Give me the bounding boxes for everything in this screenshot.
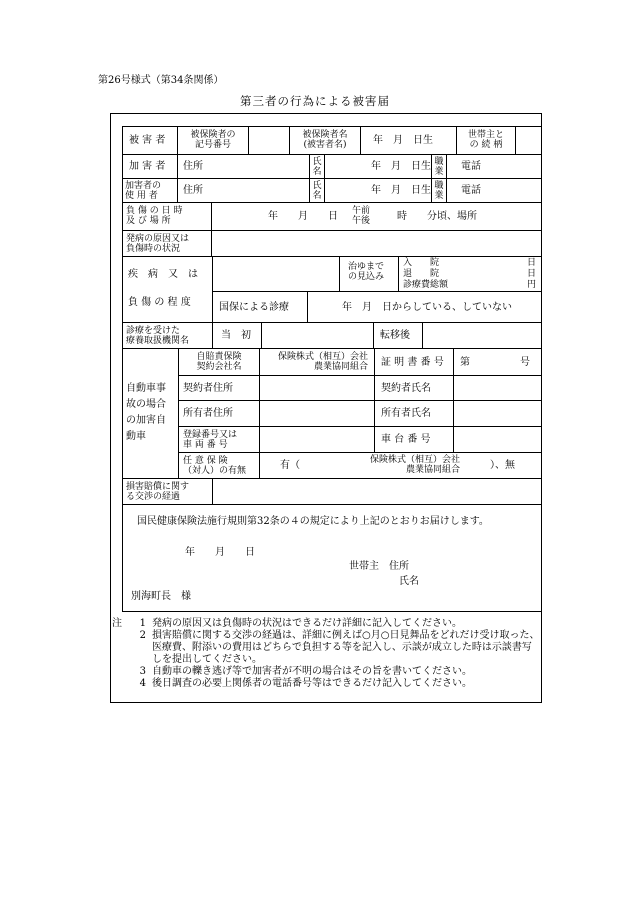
cert-number-label: 証 明 書 番 号 — [374, 348, 454, 376]
registration-field[interactable] — [259, 426, 375, 453]
owner-address-field[interactable] — [259, 400, 375, 427]
recovery-label: 治ゆまで の見込み — [339, 256, 399, 292]
notes — [112, 618, 540, 690]
owner-address-label: 所有者住所 — [178, 400, 260, 427]
perpetrator-job-label: 職 業 — [431, 154, 447, 179]
injury-datetime-field[interactable]: 年 月 日 午前 午後 時 分頃、場所 — [211, 202, 542, 231]
injury-datetime-label: 負 傷 の 日 時 及 び 場 所 — [122, 202, 212, 231]
voluntary-insurance-field[interactable]: 有（ 保険株式（相互）会社 農業協同組合 ）、無 — [259, 452, 542, 479]
note-item: 3 自動車の轢き逃げ等で加害者が不明の場合はその旨を書いてください。 — [139, 666, 472, 677]
perpetrator-name-label: 氏 名 — [309, 154, 325, 179]
hospital-days-field[interactable]: 入 院 日 退 院 日 診療費総額 円 — [398, 256, 542, 292]
contractor-name-label: 契約者氏名 — [374, 375, 454, 401]
report-table — [122, 126, 542, 612]
declaration-date[interactable]: 年 月 日 — [185, 547, 255, 558]
victim-dob[interactable]: 年 月 日生 — [360, 126, 457, 155]
first-institution-label: 当 初 — [212, 322, 262, 349]
relation-field[interactable] — [515, 126, 542, 155]
contractor-name-field[interactable] — [453, 375, 542, 401]
form-title: 第三者の行為による被害届 — [240, 94, 390, 108]
insurer-field[interactable]: 保険株式（相互）会社 農業協同組合 — [259, 348, 375, 376]
perpetrator-dob[interactable]: 年 月 日生 — [324, 154, 432, 179]
illness-field[interactable] — [212, 256, 340, 292]
declaration-text: 国民健康保険法施行規則第32条の４の規定により上記のとおりお届けします。 — [137, 516, 489, 527]
first-institution-field[interactable] — [261, 322, 374, 349]
voluntary-insurance-label: 任 意 保 険 （対人）の有無 — [178, 452, 260, 479]
note-item: 4 後日調査の必要上関係者の電話番号等はできるだけ記入してください。 — [139, 678, 472, 689]
addressee: 別海町長 様 — [131, 591, 191, 602]
householder-name[interactable]: 氏名 — [399, 576, 419, 587]
chassis-label: 車 台 番 号 — [374, 426, 454, 453]
employer-job-label: 職 業 — [431, 178, 447, 203]
nhi-field[interactable]: 年 月 日からしている、していない — [307, 291, 542, 323]
compensation-label: 損害賠償に関す る交渉の経過 — [122, 478, 213, 505]
registration-label: 登録番号又は 車 両 番 号 — [178, 426, 260, 453]
contractor-address-label: 契約者住所 — [178, 375, 260, 401]
notes-head: 注 — [112, 618, 122, 629]
cause-field[interactable] — [211, 230, 542, 257]
medical-institution-label: 診療を受けた 療養取扱機関名 — [122, 322, 213, 349]
relation-label: 世帯主と の 続 柄 — [456, 126, 516, 155]
employer-label: 加害者の 使 用 者 — [122, 178, 178, 203]
employer-name-label: 氏 名 — [309, 178, 325, 203]
employer-phone[interactable]: 電話 — [446, 178, 542, 203]
auto-accident-label: 自動車事 故の場合 の加害自 動車 — [122, 348, 179, 479]
insured-number-label: 被保険者の 記号番号 — [177, 126, 249, 155]
perpetrator-phone[interactable]: 電話 — [446, 154, 542, 179]
cert-number-field[interactable]: 第 号 — [453, 348, 542, 376]
insured-name-label: 被保険者名 (被害者名) — [289, 126, 361, 155]
employer-dob[interactable]: 年 月 日生 — [324, 178, 432, 203]
form-number: 第26号様式（第34条関係） — [98, 75, 224, 86]
cause-label: 発病の原因又は 負傷時の状況 — [122, 230, 212, 257]
note-item: 注 1 発病の原因又は負傷時の状況はできるだけ詳細に記入してください。 — [112, 618, 462, 629]
compensation-field[interactable] — [212, 478, 542, 505]
note-item: 2 損害賠償に関する交渉の経過は、詳細に例えば○月○日見舞品をどれだけ受け取った、医療費、附添いの費用はどちらで負担する等を記入し、示談が成立した時は示談書写しを提出してください。 — [139, 630, 540, 665]
contractor-address-field[interactable] — [259, 375, 375, 401]
illness-label: 疾 病 又 は 負 傷 の 程 度 — [122, 256, 213, 323]
insured-number-field[interactable] — [248, 126, 290, 155]
nhi-label: 国保による診療 — [212, 291, 308, 323]
transfer-institution-label: 転移後 — [373, 322, 423, 349]
owner-name-label: 所有者氏名 — [374, 400, 454, 427]
perpetrator-label: 加 害 者 — [122, 154, 178, 179]
employer-address[interactable]: 住所 — [177, 178, 310, 203]
transfer-institution-field[interactable] — [422, 322, 542, 349]
declaration-block — [122, 504, 542, 612]
chassis-field[interactable] — [453, 426, 542, 453]
insurer-label: 自賠責保険 契約会社名 — [178, 348, 260, 376]
owner-name-field[interactable] — [453, 400, 542, 427]
perpetrator-address[interactable]: 住所 — [177, 154, 310, 179]
householder-address[interactable]: 世帯主 住所 — [349, 561, 409, 572]
victim-label: 被 害 者 — [122, 126, 178, 155]
